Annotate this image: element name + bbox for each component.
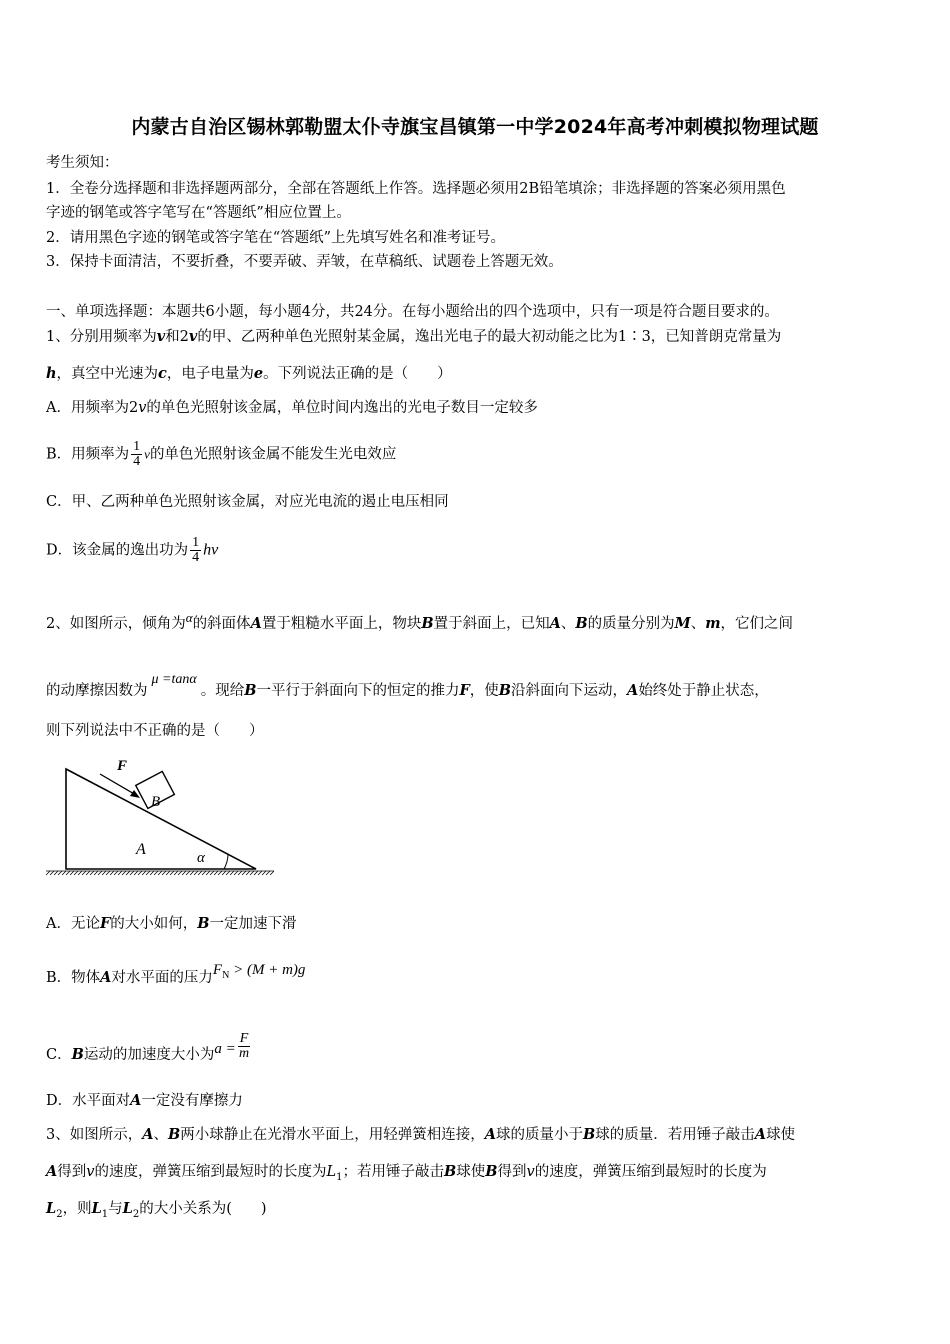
hatch-mark	[146, 871, 150, 875]
q2-stem-line3: 则下列说法中不正确的是（ ）	[46, 723, 264, 739]
hatch-mark	[194, 871, 198, 875]
hatch-mark	[110, 871, 114, 875]
hatch-mark	[122, 871, 126, 875]
hatch-mark	[186, 871, 190, 875]
notice-item-1-line2: 字迹的钢笔或答字笔写在“答题纸”相应位置上。	[46, 205, 351, 221]
hatch-mark	[166, 871, 170, 875]
q2-option-a: A．无论F的大小如何，B一定加速下滑	[46, 915, 297, 932]
hatch-mark	[50, 871, 54, 875]
hatch-mark	[118, 871, 122, 875]
q1-stem-line1: 1、分别用频率为v和2v的甲、乙两种单色光照射某金属，逸出光电子的最大初动能之比为1∶3，已知普朗克常量为	[46, 328, 782, 345]
hatch-mark	[238, 871, 242, 875]
hatch-mark	[82, 871, 86, 875]
hatch-mark	[242, 871, 246, 875]
section-heading: 一、单项选择题：本题共6小题，每小题4分，共24分。在每小题给出的四个选项中，只有一项是符合题目要求的。	[46, 304, 779, 320]
q1-stem-line2: h，真空中光速为c，电子电量为e。下列说法正确的是（ ）	[46, 365, 452, 382]
hatch-mark	[66, 871, 70, 875]
notice-item-3: 3．保持卡面清洁，不要折叠，不要弄破、弄皱，在草稿纸、试题卷上答题无效。	[46, 254, 563, 270]
mu-expression: μ =tanα	[151, 672, 197, 687]
hatch-mark	[218, 871, 222, 875]
q1-option-b-fraction: $\frac{1}{4}$	[133, 439, 141, 469]
notice-item-1-line1: 1．全卷分选择题和非选择题两部分，全部在答题纸上作答。选择题必须用2B铅笔填涂；非选择题的答案必须用黑色	[46, 181, 786, 197]
q2-option-b: B．物体A对水平面的压力$F_N > (M + m)g$	[46, 962, 306, 986]
hatch-mark	[138, 871, 142, 875]
hatch-mark	[86, 871, 90, 875]
hatch-mark	[266, 871, 270, 875]
hatch-mark	[170, 871, 174, 875]
hatch-mark	[206, 871, 210, 875]
q1-option-b: B．用频率为 $\frac{1}{4}$ ν的单色光照射该金属不能发生光电效应	[46, 439, 397, 469]
q3-stem-line3: $L_2$，则$L_1$与$L_2$的大小关系为( )	[46, 1200, 267, 1220]
hatch-mark	[94, 871, 98, 875]
hatch-mark	[222, 871, 226, 875]
label-f: F	[117, 758, 128, 774]
incline-diagram	[44, 755, 276, 879]
q2-stem-line2: 的动摩擦因数为μ =tanα。现给B一平行于斜面向下的恒定的推力F，使B沿斜面向下运动，A始终处于静止状态，	[46, 672, 769, 699]
hatch-mark	[230, 871, 234, 875]
hatch-mark	[250, 871, 254, 875]
hatch-mark	[62, 871, 66, 875]
hatch-mark	[178, 871, 182, 875]
force-arrow-shaft	[100, 774, 136, 795]
hatch-mark	[78, 871, 82, 875]
hatch-mark	[106, 871, 110, 875]
label-b: B	[151, 794, 161, 810]
hatch-mark	[46, 871, 50, 875]
hatch-mark	[190, 871, 194, 875]
hatch-mark	[210, 871, 214, 875]
hatch-mark	[58, 871, 62, 875]
hatch-mark	[158, 871, 162, 875]
q1-option-c: C．甲、乙两种单色光照射该金属，对应光电流的遏止电压相同	[46, 494, 449, 510]
hatch-mark	[130, 871, 134, 875]
hatch-mark	[214, 871, 218, 875]
hatch-mark	[54, 871, 58, 875]
incline-figure	[44, 755, 276, 883]
hatch-mark	[102, 871, 106, 875]
hatch-mark	[134, 871, 138, 875]
page-title: 内蒙古自治区锡林郭勒盟太仆寺旗宝昌镇第一中学2024年高考冲刺模拟物理试题	[131, 116, 819, 138]
hatch-mark	[162, 871, 166, 875]
hatch-mark	[262, 871, 266, 875]
hatch-mark	[246, 871, 250, 875]
q2-option-c: C．B运动的加速度大小为a = $\frac{F}{m}$	[46, 1031, 250, 1063]
hatch-mark	[254, 871, 258, 875]
q3-stem-line2: A得到v的速度，弹簧压缩到最短时的长度为$L_1$；若用锤子敲击B球使B得到v的速度，弹簧压缩到最短时的长度为	[46, 1163, 767, 1183]
q1-option-d: D．该金属的逸出功为 $\frac{1}{4}$ hν	[46, 535, 219, 565]
ground-hatching	[46, 871, 274, 875]
q2-option-d: D．水平面对A一定没有摩擦力	[46, 1092, 243, 1109]
hatch-mark	[182, 871, 186, 875]
hatch-mark	[154, 871, 158, 875]
q3-stem-line1: 3、如图所示，A、B两小球静止在光滑水平面上，用轻弹簧相连接，A球的质量小于B球的质量．若用锤子敲击A球使	[46, 1126, 796, 1143]
label-a: A	[136, 841, 146, 858]
hatch-mark	[270, 871, 274, 875]
hatch-mark	[70, 871, 74, 875]
hatch-mark	[226, 871, 230, 875]
hatch-mark	[142, 871, 146, 875]
hatch-mark	[202, 871, 206, 875]
q2-stem-line1: 2、如图所示，倾角为α的斜面体A置于粗糙水平面上，物块B置于斜面上，已知A、B的质量分别为M、m，它们之间	[46, 610, 794, 632]
hatch-mark	[90, 871, 94, 875]
hatch-mark	[98, 871, 102, 875]
q1-option-d-fraction: $\frac{1}{4}$	[192, 535, 200, 565]
hatch-mark	[258, 871, 262, 875]
hatch-mark	[150, 871, 154, 875]
notice-item-2: 2．请用黑色字迹的钢笔或答字笔在“答题纸”上先填写姓名和准考证号。	[46, 230, 506, 246]
q2-option-c-fraction: $\frac{F}{m}$	[238, 1031, 250, 1061]
hatch-mark	[114, 871, 118, 875]
hatch-mark	[234, 871, 238, 875]
hatch-mark	[74, 871, 78, 875]
hatch-mark	[126, 871, 130, 875]
angle-arc	[224, 855, 228, 869]
q1-option-a: A．用频率为2v的单色光照射该金属，单位时间内逸出的光电子数目一定较多	[46, 400, 538, 416]
hatch-mark	[198, 871, 202, 875]
label-alpha: α	[197, 850, 205, 866]
notice-heading: 考生须知：	[46, 155, 119, 171]
hatch-mark	[174, 871, 178, 875]
